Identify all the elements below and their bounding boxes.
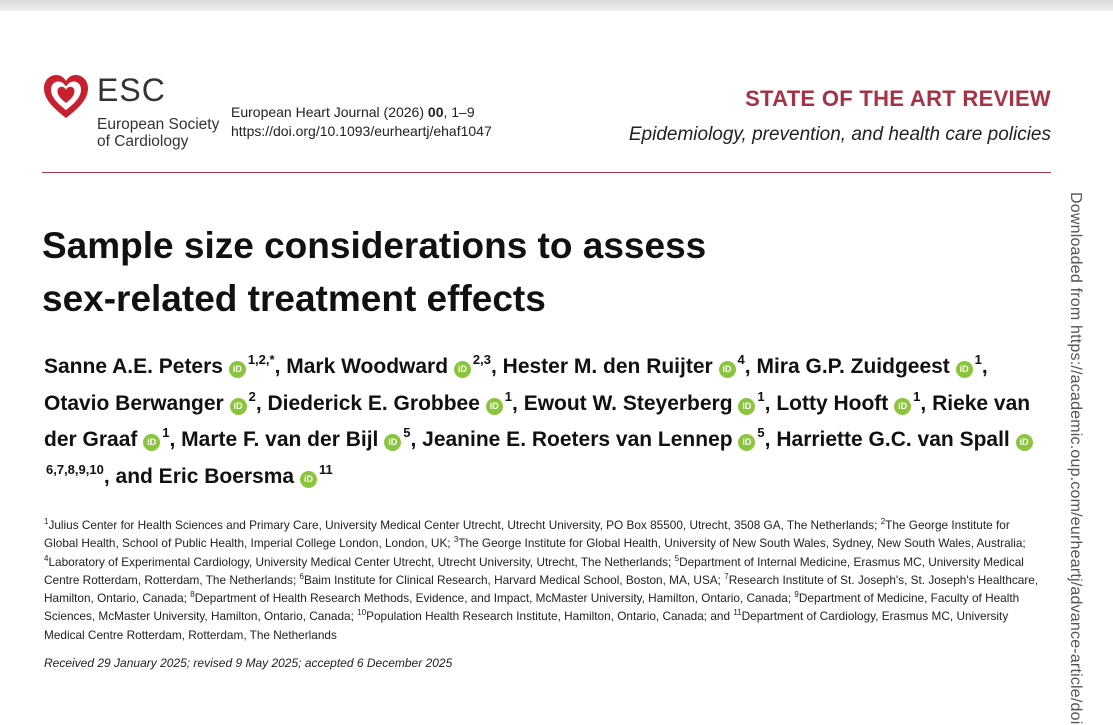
author-separator: , bbox=[103, 464, 110, 488]
esc-heart-icon bbox=[42, 74, 90, 120]
affiliation-number: 2 bbox=[880, 517, 886, 526]
orcid-icon[interactable]: iD bbox=[384, 434, 401, 451]
author-name: Jeanine E. Roeters van Lennep bbox=[422, 428, 733, 451]
esc-wordmark: ESC bbox=[97, 72, 166, 108]
article-type: STATE OF THE ART REVIEW bbox=[745, 86, 1051, 111]
affiliation-text: Julius Center for Health Sciences and Primary Care, University Medical Center Utrecht, Utrecht University, PO Box 85500, Utrecht, 3508 GA, The Netherlands; bbox=[48, 518, 878, 532]
journal-citation bbox=[231, 103, 492, 141]
orcid-icon[interactable]: iD bbox=[894, 398, 911, 415]
author-separator: , bbox=[764, 428, 771, 451]
author-name: Hester M. den Ruijter bbox=[502, 355, 713, 378]
author-separator: , bbox=[512, 391, 518, 415]
download-sidebar-note: Downloaded from https://academic.oup.com/eurheartj/advance-article/doi bbox=[1067, 192, 1084, 725]
author-name: Diederick E. Grobbee bbox=[267, 391, 480, 415]
author-name: Mira G.P. Zuidgeest bbox=[756, 355, 950, 378]
author-name: Lotty Hooft bbox=[776, 391, 889, 415]
author-name: Marte F. van der Bijl bbox=[181, 428, 379, 451]
author-name: Mark Woodward bbox=[286, 355, 449, 378]
orcid-icon[interactable]: iD bbox=[300, 471, 317, 488]
author-separator: , bbox=[920, 391, 927, 415]
author-affiliation-number: 1 bbox=[757, 388, 765, 404]
author-separator: , bbox=[764, 391, 771, 415]
title-line-1: Sample size considerations to assess bbox=[42, 225, 707, 266]
orcid-icon[interactable]: iD bbox=[229, 361, 246, 378]
author-affiliation-number: 1 bbox=[913, 388, 921, 404]
orcid-icon[interactable]: iD bbox=[454, 361, 471, 378]
journal-pages: , 1–9 bbox=[443, 104, 475, 120]
author-affiliation-number: 1,2,* bbox=[247, 352, 275, 367]
orcid-icon[interactable]: iD bbox=[719, 361, 736, 378]
author-affiliation-number: 1 bbox=[974, 352, 982, 367]
author-name: and Eric Boersma bbox=[115, 464, 295, 488]
author-name: Harriette G.C. van Spall bbox=[776, 428, 1010, 451]
affiliation-text: Population Health Research Institute, Hamilton, Ontario, Canada; and bbox=[366, 609, 731, 624]
author-affiliation-number: 2,3 bbox=[472, 352, 491, 367]
journal-volume: 00 bbox=[427, 104, 444, 120]
affiliation-text: The George Institute for Global Health, University of New South Wales, Sydney, New South Wales, Australia; bbox=[458, 536, 1026, 551]
received-dates: Received 29 January 2025; revised 9 May 2025; accepted 6 December 2025 bbox=[44, 656, 453, 670]
affiliation-number: 5 bbox=[674, 553, 680, 563]
orcid-icon[interactable]: iD bbox=[738, 398, 755, 415]
affiliation-number: 4 bbox=[44, 553, 49, 563]
affiliation-text: Laboratory of Experimental Cardiology, University Medical Center Utrecht, Utrecht University, Utrecht, The Netherlands; bbox=[48, 554, 672, 569]
orcid-icon[interactable]: iD bbox=[230, 398, 247, 415]
affiliation-number: 3 bbox=[453, 535, 459, 545]
journal-name: European Heart Journal (2026) bbox=[231, 104, 425, 120]
affiliation-text: Department of Medicine, Faculty of Health Sciences, McMaster University, Hamilton, Ontario, Canada; bbox=[44, 591, 1020, 624]
header-divider bbox=[42, 172, 1051, 173]
affiliations bbox=[44, 516, 1044, 644]
affiliation-number: 10 bbox=[357, 608, 367, 618]
orcid-icon[interactable]: iD bbox=[738, 434, 755, 451]
doi-link[interactable]: https://doi.org/10.1093/eurheartj/ehaf1047 bbox=[231, 123, 492, 139]
affiliation-number: 11 bbox=[733, 608, 742, 618]
author-separator: , bbox=[255, 391, 262, 415]
orcid-icon[interactable]: iD bbox=[143, 434, 160, 451]
author-name: Rieke van der Graaf bbox=[44, 391, 1031, 451]
author-affiliation-number: 6,7,8,9,10 bbox=[46, 461, 104, 477]
society-line-2: of Cardiology bbox=[97, 133, 189, 150]
article-category: Epidemiology, prevention, and health care policies bbox=[628, 124, 1051, 145]
orcid-icon[interactable]: iD bbox=[956, 361, 973, 378]
affiliation-text: Department of Cardiology, Erasmus MC, University Medical Centre Rotterdam, Rotterdam, The Netherlands bbox=[44, 609, 1009, 642]
author-affiliation-number: 11 bbox=[318, 461, 333, 477]
affiliation-text: Department of Health Research Methods, Evidence, and Impact, McMaster University, Hamilton, Ontario, Canada; bbox=[194, 591, 792, 606]
author-affiliation-number: 5 bbox=[403, 425, 411, 440]
author-name: Sanne A.E. Peters bbox=[44, 355, 223, 378]
author-affiliation-number: 4 bbox=[737, 352, 745, 367]
author-separator: , bbox=[169, 428, 176, 451]
author-affiliation-number: 1 bbox=[162, 425, 170, 440]
orcid-icon[interactable]: iD bbox=[486, 398, 503, 415]
society-name bbox=[97, 116, 219, 150]
affiliation-number: 7 bbox=[724, 571, 729, 581]
author-affiliation-number: 1 bbox=[504, 388, 512, 404]
author-list bbox=[44, 345, 1034, 491]
author-separator: , bbox=[981, 355, 988, 378]
society-line-1: European Society bbox=[97, 116, 220, 133]
author-affiliation-number: 5 bbox=[757, 425, 765, 440]
orcid-icon[interactable]: iD bbox=[1016, 434, 1033, 451]
author-separator: , bbox=[490, 355, 497, 378]
affiliation-number: 6 bbox=[299, 571, 304, 581]
affiliation-text: Baim Institute for Clinical Research, Harvard Medical School, Boston, MA, USA; bbox=[303, 572, 721, 587]
affiliation-number: 8 bbox=[190, 590, 195, 600]
author-name: Ewout W. Steyerberg bbox=[523, 391, 733, 415]
author-separator: , bbox=[410, 428, 417, 451]
top-edge-bar bbox=[0, 0, 1113, 11]
affiliation-number: 9 bbox=[794, 590, 799, 600]
article-title bbox=[42, 219, 706, 325]
author-separator: , bbox=[274, 355, 281, 378]
affiliation-text: Department of Internal Medicine, Erasmus MC, University Medical Centre Rotterdam, Rotterdam, The Netherlands; bbox=[44, 554, 1024, 587]
affiliation-text: The George Institute for Global Health, School of Public Health, Imperial College London, London, UK; bbox=[44, 518, 1010, 551]
title-line-2: sex-related treatment effects bbox=[42, 278, 546, 319]
author-affiliation-number: 2 bbox=[248, 388, 256, 404]
affiliation-number: 1 bbox=[44, 517, 49, 526]
author-separator: , bbox=[744, 355, 751, 378]
affiliation-text: Research Institute of St. Joseph's, St. Joseph's Healthcare, Hamilton, Ontario, Canada; bbox=[44, 572, 1039, 606]
author-name: Otavio Berwanger bbox=[44, 391, 224, 415]
